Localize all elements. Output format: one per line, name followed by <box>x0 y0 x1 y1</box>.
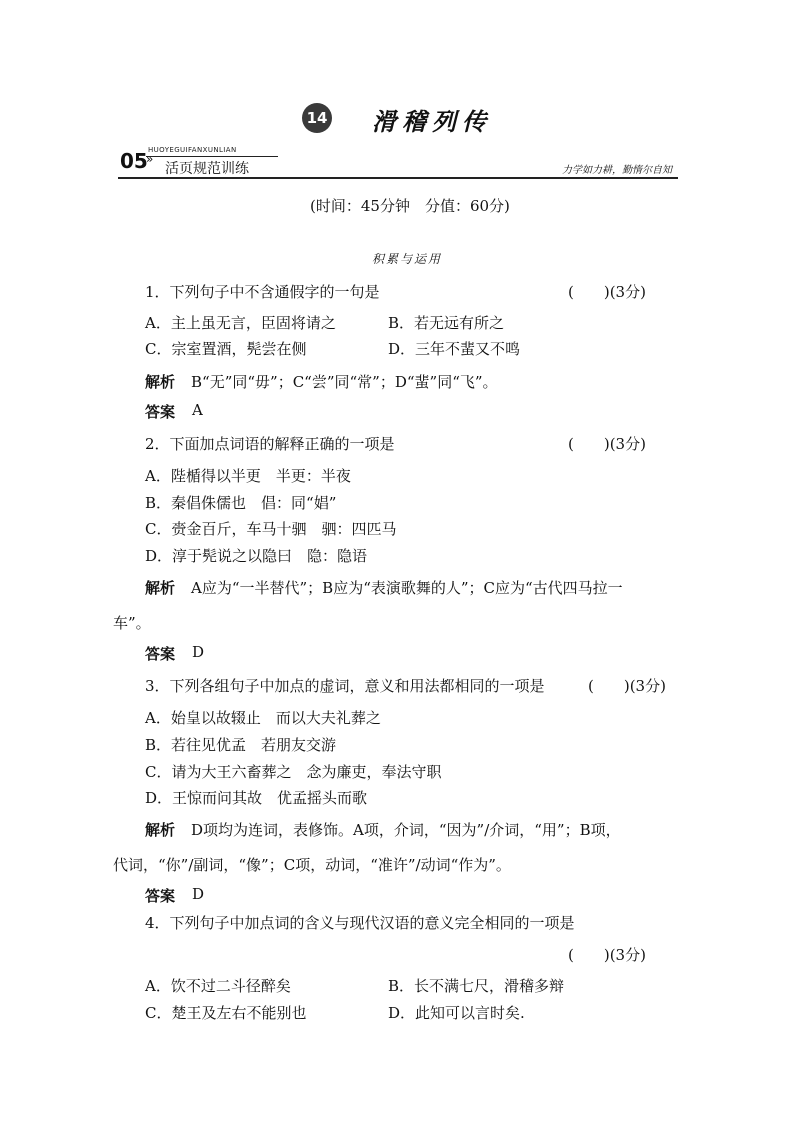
q1-option-b: B．若无远有所之 <box>388 314 505 332</box>
page-title: 滑稽列传 <box>372 107 492 136</box>
q1-option-c: C．宗室置酒，髡尝在侧 <box>145 340 307 358</box>
q4-option-b: B．长不满七尺，滑稽多辩 <box>388 977 565 995</box>
q1-option-a: A．主上虽无言，臣固将请之 <box>145 314 336 332</box>
q1-analysis: B“无”同“毋”；C“尝”同“常”；D“蜚”同“飞”。 <box>191 373 498 391</box>
time-score-info: (时间：45分钟 分值：60分) <box>310 197 510 215</box>
q4-stem: 4．下列句子中加点词的含义与现代汉语的意义完全相同的一项是 <box>145 914 575 932</box>
q4-option-a: A．饮不过二斗径醉矣 <box>145 977 291 995</box>
q2-analysis-label: 解析 <box>145 579 176 597</box>
q4-option-d: D．此知可以言时矣. <box>388 1004 525 1022</box>
header-rule <box>118 177 678 179</box>
q2-analysis-line1: A应为“一半替代”；B应为“表演歌舞的人”；C应为“古代四马拉一 <box>191 579 623 597</box>
q2-option-b: B．秦倡侏儒也 倡：同“娼” <box>145 494 337 512</box>
q3-stem: 3．下列各组句子中加点的虚词，意义和用法都相同的一项是 <box>145 677 545 695</box>
q3-answer-label: 答案 <box>145 887 176 905</box>
q3-analysis-label: 解析 <box>145 821 176 839</box>
q2-answer-label: 答案 <box>145 645 176 663</box>
q4-score-mark: ( )(3分) <box>568 946 646 964</box>
q3-score-mark: ( )(3分) <box>588 677 666 695</box>
q2-score-mark: ( )(3分) <box>568 435 646 453</box>
q1-option-d: D．三年不蜚又不鸣 <box>388 340 521 358</box>
q1-analysis-label: 解析 <box>145 373 176 391</box>
header-motto: 力学如力耕，勤惰尔自知 <box>562 165 672 176</box>
q1-answer: A <box>192 401 203 419</box>
q3-option-a: A．始皇以故辍止 而以大夫礼葬之 <box>145 709 381 727</box>
q2-option-a: A．陛楯得以半更 半更：半夜 <box>145 467 351 485</box>
q2-option-d: D．淳于髡说之以隐曰 隐：隐语 <box>145 547 368 565</box>
section-title: 积累与运用 <box>372 252 443 266</box>
chapter-number-badge: 14 <box>302 103 332 133</box>
q2-stem: 2．下面加点词语的解释正确的一项是 <box>145 435 395 453</box>
q2-analysis-line2: 车”。 <box>113 614 151 632</box>
q3-option-d: D．王惊而问其故 优孟摇头而歌 <box>145 789 368 807</box>
q1-stem: 1．下列句子中不含通假字的一句是 <box>145 283 380 301</box>
q1-answer-label: 答案 <box>145 403 176 421</box>
double-chevron-icon: » <box>146 152 154 166</box>
header-pinyin: HUOYEGUIFANXUNLIAN <box>148 146 237 154</box>
q3-analysis-line1: D项均为连词，表修饰。A项，介词，“因为”/介词，“用”；B项， <box>191 821 621 839</box>
q3-analysis-line2: 代词，“你”/副词，“像”；C项，动词，“准许”/动词“作为”。 <box>113 856 511 874</box>
q3-option-b: B．若往见优孟 若朋友交游 <box>145 736 337 754</box>
section-number: 05 <box>120 149 148 173</box>
q2-option-c: C．赍金百斤，车马十驷 驷：四匹马 <box>145 520 397 538</box>
q4-option-c: C．楚王及左右不能别也 <box>145 1004 307 1022</box>
q2-answer: D <box>192 643 205 661</box>
q3-answer: D <box>192 885 205 903</box>
q3-option-c: C．请为大王六畜葬之 念为廉吏，奉法守职 <box>145 763 442 781</box>
header-divider <box>146 156 278 157</box>
header-label: 活页规范训练 <box>165 161 249 177</box>
q1-score-mark: ( )(3分) <box>568 283 646 301</box>
